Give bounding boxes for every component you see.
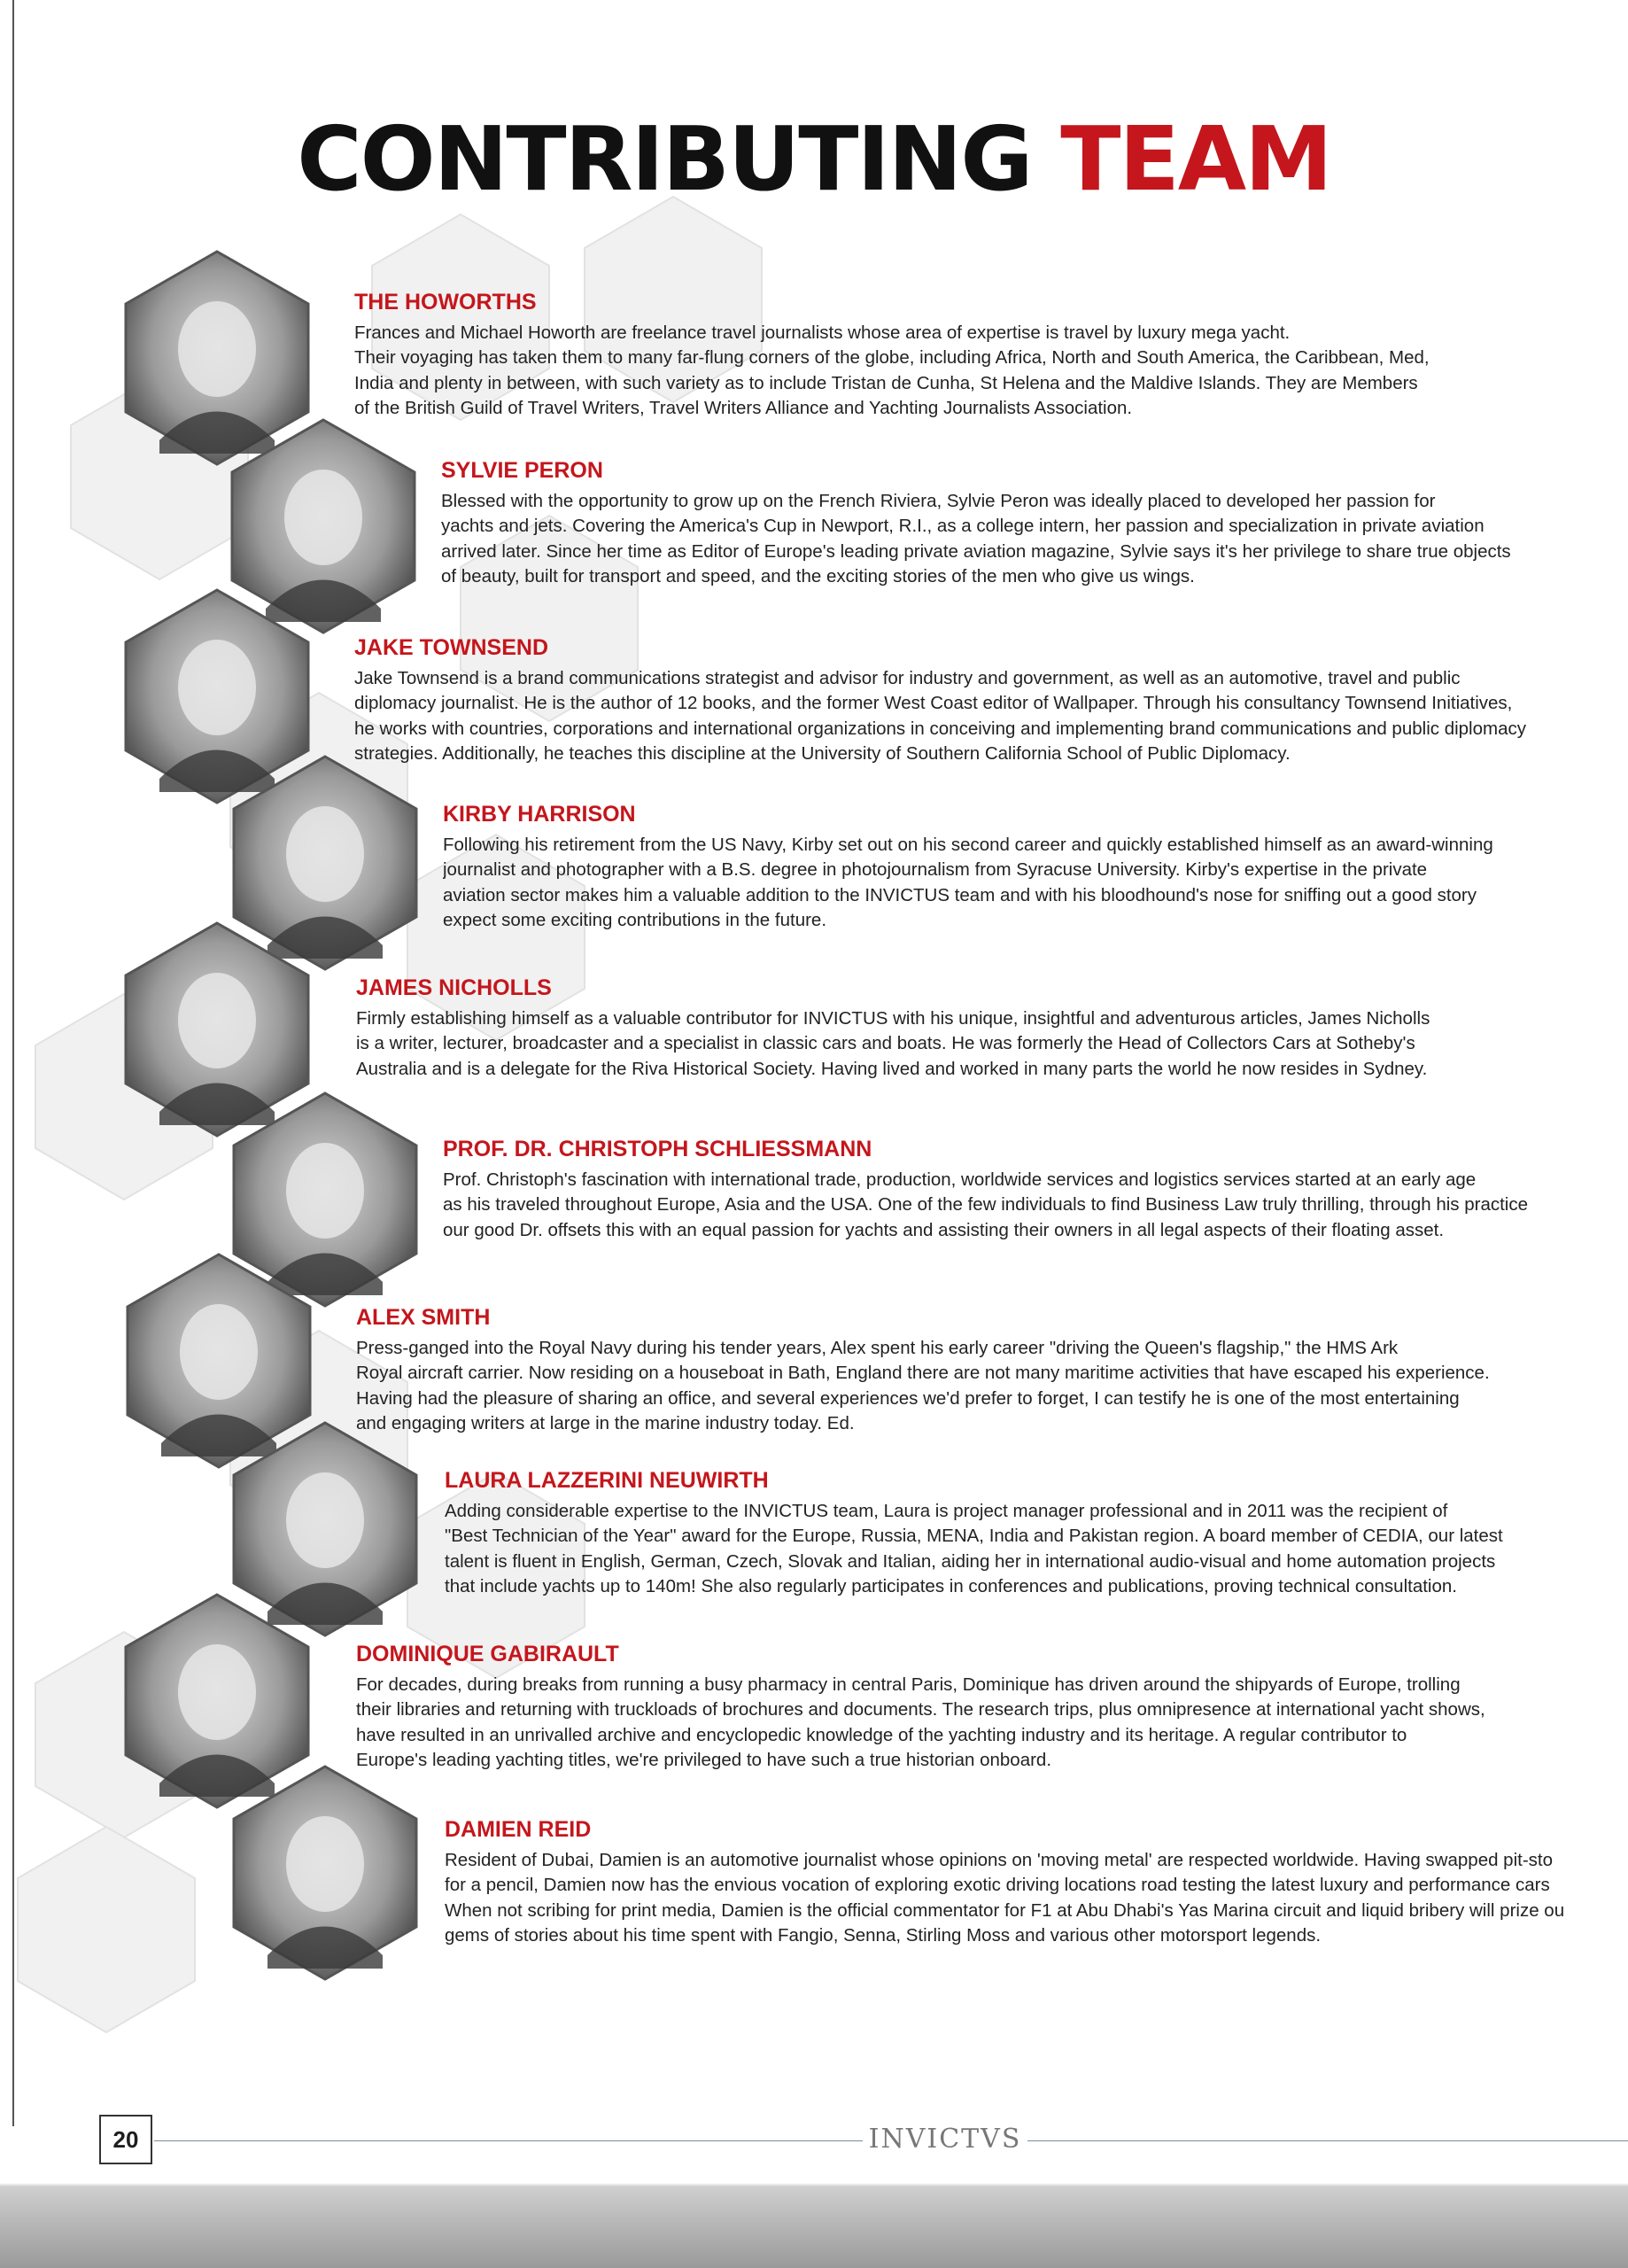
footer-rule-left (154, 2140, 863, 2141)
contributor-entry (356, 976, 1621, 1082)
contributor-name: THE HOWORTHS (354, 290, 537, 315)
contributor-name: LAURA LAZZERINI NEUWIRTH (445, 1468, 769, 1493)
contributor-entry (445, 1818, 1628, 1949)
contributor-name: KIRBY HARRISON (443, 802, 636, 827)
footer-brand-logo: INVICTVS (868, 2124, 1022, 2155)
contributor-bio: Resident of Dubai, Damien is an automotive journalist whose opinions on 'moving metal' are respected worldwide. Having swapped pit-sto for a pencil, Damien now has the envious vocation of exploring exotic driving locations road testing the latest luxury and performance cars When not scribing for print media, Damien is the official commentator for F1 at Abu Dhabi's Yas Marina circuit and liquid bribery will prize ou gems of stories about his time spent with Fangio, Senna, Stirling Moss and various other motorsport legends. (445, 1849, 1565, 1946)
contributor-name: ALEX SMITH (356, 1305, 491, 1330)
contributor-entry (443, 803, 1621, 934)
footer-rule-right (1027, 2140, 1628, 2141)
contributor-bio: Prof. Christoph's fascination with international trade, production, worldwide services and logistics services started at an early age as his traveled throughout Europe, Asia and the USA. One of the few individuals to find Business Law truly thrilling, through his practice our good Dr. offsets this with an equal passion for yachts and assisting their owners in all legal aspects of their floating asset. (443, 1169, 1528, 1240)
contributor-photo (232, 1765, 418, 1981)
contributor-entry (356, 1643, 1621, 1774)
contributor-bio: Firmly establishing himself as a valuable contributor for INVICTUS with his unique, insightful and adventurous articles, James Nicholls is a writer, lecturer, broadcaster and a specialist in classic cars and boats. He was formerly the Head of Collectors Cars at Sotheby's Australia and is a delegate for the Riva Historical Society. Having lived and worked in many parts the world he now resides in Sydney. (356, 1007, 1430, 1079)
contributor-bio: Frances and Michael Howorth are freelance travel journalists whose area of expertise is travel by luxury mega yacht. Their voyaging has taken them to many far-flung corners of the globe, including Africa, North and South America, the Caribbean, Med, India and plenty in between, with such variety as to include Tristan de Cunha, St Helena and the Maldive Islands. They are Members of the British Guild of Travel Writers, Travel Writers Alliance and Yachting Journalists Association. (354, 322, 1430, 418)
contributor-bio: Blessed with the opportunity to grow up on the French Riviera, Sylvie Peron was ideally placed to developed her passion for yachts and jets. Covering the America's Cup in Newport, R.I., as a college intern, her passion and specialization in private aviation arrived later. Since her time as Editor of Europe's leading private aviation magazine, Sylvie says it's her privilege to share true objects of beauty, built for transport and speed, and the exciting stories of the men who give us wings. (441, 490, 1511, 586)
contributor-bio: Press-ganged into the Royal Navy during his tender years, Alex spent his early career "driving the Queen's flagship," the HMS Ark Royal aircraft carrier. Now residing on a houseboat in Bath, England there are not many maritime activities that have escaped his experience. Having had the pleasure of sharing an office, and several experiences we'd prefer to forget, I can testify he is one of the most entertaining and engaging writers at large in the marine industry today. Ed. (356, 1337, 1490, 1433)
contributor-name: DOMINIQUE GABIRAULT (356, 1642, 619, 1666)
page-number: 20 (99, 2115, 152, 2164)
page-title-part2: TEAM (1060, 107, 1331, 211)
contributor-bio: For decades, during breaks from running a busy pharmacy in central Paris, Dominique has driven around the shipyards of Europe, trolling their libraries and returning with truckloads of brochures and documents. The research trips, plus omnipresence at international yacht shows, have resulted in an unrivalled archive and encyclopedic knowledge of the yachting industry and its heritage. A regular contributor to Europe's leading yachting titles, we're privileged to have such a true historian onboard. (356, 1674, 1485, 1770)
contributor-entry (354, 636, 1621, 767)
contributor-entry (354, 291, 1621, 422)
contributor-name: DAMIEN REID (445, 1817, 592, 1842)
contributor-name: JAMES NICHOLLS (356, 975, 552, 1000)
contributor-bio: Adding considerable expertise to the INVICTUS team, Laura is project manager professional and in 2011 was the recipient of "Best Technician of the Year" award for the Europe, Russia, MENA, India and Pakistan region. A board member of CEDIA, our latest talent is fluent in English, German, Czech, Slovak and Italian, aiding her in international audio-visual and home automation projects that include yachts up to 140m! She also regularly participates in conferences and publications, proving technical consultation. (445, 1500, 1503, 1596)
contributor-bio: Following his retirement from the US Navy, Kirby set out on his second career and quickly established himself as an award-winning journalist and photographer with a B.S. degree in photojournalism from Syracuse University. Kirby's expertise in the private aviation sector makes him a valuable addition to the INVICTUS team and with his bloodhound's nose for sniffing out a good story expect some exciting contributions in the future. (443, 834, 1493, 930)
contributor-name: JAKE TOWNSEND (354, 635, 549, 660)
page-title (0, 107, 1628, 211)
contributor-entry (356, 1306, 1621, 1437)
contributor-entry (445, 1469, 1621, 1600)
contributor-entry (443, 1138, 1621, 1243)
contributor-name: SYLVIE PERON (441, 458, 603, 483)
contributor-entry (441, 459, 1619, 590)
left-binding-edge (12, 0, 14, 2126)
scan-bottom-shadow (0, 2132, 1628, 2268)
contributor-name: PROF. DR. CHRISTOPH SCHLIESSMANN (443, 1137, 872, 1161)
page-title-part1: CONTRIBUTING (297, 107, 1032, 211)
contributor-bio: Jake Townsend is a brand communications strategist and advisor for industry and government, as well as an automotive, travel and public diplomacy journalist. He is the author of 12 books, and the former West Coast editor of Wallpaper. Through his consultancy Townsend Initiatives, he works with countries, corporations and international organizations in conceiving and implementing brand communications and public diplomacy strategies. Additionally, he teaches this discipline at the University of Southern California School of Public Diplomacy. (354, 667, 1526, 764)
